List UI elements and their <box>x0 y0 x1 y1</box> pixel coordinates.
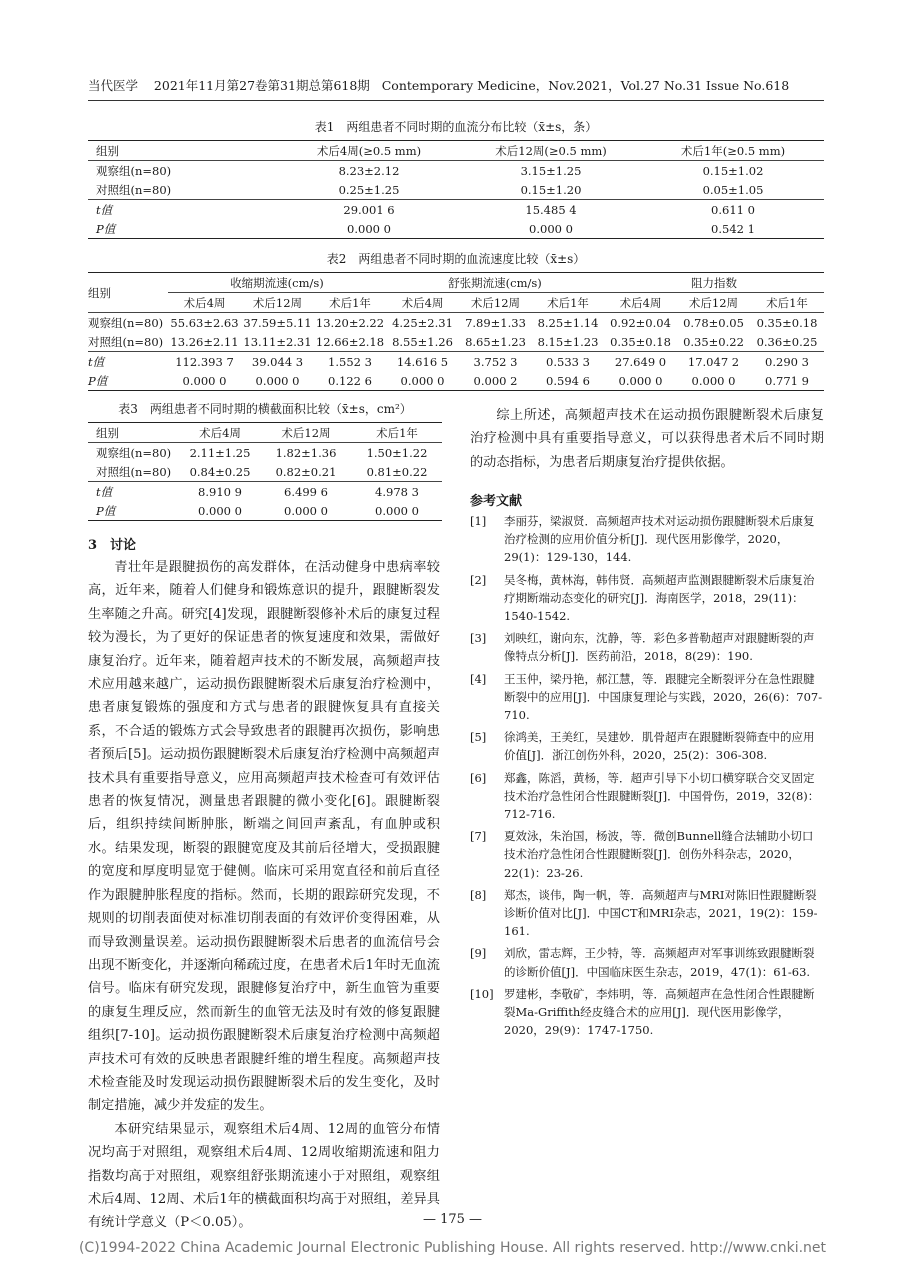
table-row <box>88 313 824 333</box>
table-cell: 0.35±0.18 <box>756 315 818 330</box>
table2-subheader: 术后1年 <box>314 293 386 313</box>
table3-col-header: 组别 <box>88 423 180 443</box>
row-label: 对照组(n=80) <box>88 180 278 200</box>
table-cell: 2.11±1.25 <box>189 445 251 460</box>
reference-item <box>470 985 824 1040</box>
references-heading: 参考文献 <box>470 494 523 509</box>
table1-col-header: 术后4周(≥0.5 mm) <box>278 141 460 161</box>
table3 <box>88 422 442 521</box>
table-cell: 0.000 0 <box>677 371 750 391</box>
table-cell: 13.20±2.22 <box>315 315 385 330</box>
row-label: P值 <box>88 371 168 391</box>
table-row <box>88 180 824 200</box>
table1-header-row <box>88 141 824 161</box>
table2-group-row <box>88 273 824 293</box>
copyright-notice: (C)1994-2022 China Academic Journal Electronic Publishing House. All rights reserved. http://www.cnki.net <box>78 1240 827 1256</box>
reference-item <box>470 670 824 725</box>
table-cell: 0.25±1.25 <box>278 180 460 200</box>
table-row <box>88 332 824 352</box>
table-cell: 29.001 6 <box>343 202 395 217</box>
table-row <box>88 161 824 181</box>
table-cell: 0.290 3 <box>765 354 809 369</box>
table3-caption: 表3 两组患者不同时期的横截面积比较（x̄±s，cm²） <box>118 402 412 416</box>
reference-text: 吴冬梅，黄林海，韩伟贤．高频超声监测跟腱断裂术后康复治疗期断端动态变化的研究[J]．海南医学，2018，29(11)：1540-1542. <box>504 572 815 624</box>
reference-text: 罗建彬，李敬矿，李炜明，等．高频超声在急性闭合性跟腱断裂Ma-Griffith经皮缝合术的应用[J]．现代医用影像学，2020，29(9)：1747-1750. <box>504 986 815 1038</box>
conclusion-paragraph: 综上所述，高频超声技术在运动损伤跟腱断裂术后康复治疗检测中具有重要指导意义，可以获得患者术后不同时期的动态指标，为患者后期康复治疗提供依据。 <box>470 408 824 470</box>
reference-item <box>470 571 824 626</box>
table2-subheader: 术后12周 <box>677 293 750 313</box>
table-cell: 0.36±0.25 <box>750 332 824 352</box>
table-cell: 8.15±1.23 <box>532 332 604 352</box>
reference-number: [6] <box>470 770 487 785</box>
discussion-paragraph: 本研究结果显示，观察组术后4周、12周的血管分布情况均高于对照组，观察组术后4周、12周收缩期流速和阻力指数均高于对照组，观察组舒张期流速小于对照组，观察组术后4周、12周、术后1年的横截面积均高于对照组，差异具有统计学意义（P＜0.05）。 <box>88 1121 440 1231</box>
table1-caption: 表1 两组患者不同时期的血流分布比较（x̄±s，条） <box>314 120 598 134</box>
table2-group-label: 舒张期流速(cm/s) <box>386 273 604 293</box>
header-divider <box>88 100 824 101</box>
row-label: 对照组(n=80) <box>88 462 180 482</box>
table-row <box>88 501 442 521</box>
table2-subheader: 术后12周 <box>241 293 314 313</box>
reference-item <box>470 629 824 665</box>
table1-col-header: 组别 <box>88 141 278 161</box>
table-cell: 0.000 0 <box>168 371 241 391</box>
table-cell: 0.15±1.02 <box>702 163 764 178</box>
reference-item <box>470 769 824 824</box>
table-cell: 0.000 0 <box>386 371 459 391</box>
table-cell: 112.393 7 <box>175 354 234 369</box>
table-cell: 0.78±0.05 <box>683 315 744 330</box>
reference-text: 王玉仲，梁丹艳，郝江慧，等．跟腱完全断裂评分在急性跟腱断裂中的应用[J]．中国康复理论与实践，2020，26(6)：707-710. <box>504 671 823 723</box>
table-cell: 0.05±1.05 <box>642 180 824 200</box>
reference-item <box>470 944 824 980</box>
row-label: t值 <box>88 354 105 369</box>
table2-subheader: 术后1年 <box>750 293 824 313</box>
references-list <box>470 512 824 1043</box>
table-cell: 0.771 9 <box>750 371 824 391</box>
table2-caption: 表2 两组患者不同时期的血流速度比较（x̄±s） <box>326 252 586 266</box>
table2-subheader: 术后12周 <box>459 293 532 313</box>
table2-group-label: 阻力指数 <box>604 273 824 293</box>
table-cell: 7.89±1.33 <box>465 315 526 330</box>
reference-number: [8] <box>470 887 487 902</box>
table-cell: 0.000 0 <box>604 371 677 391</box>
table-cell: 0.82±0.21 <box>260 462 352 482</box>
table-cell: 0.15±1.20 <box>460 180 642 200</box>
reference-number: [7] <box>470 829 487 844</box>
reference-number: [3] <box>470 631 487 646</box>
table2-group-header: 组别 <box>88 273 168 313</box>
table-cell: 1.552 3 <box>328 354 372 369</box>
reference-text: 郑杰，谈伟，陶一帆，等．高频超声与MRI对陈旧性跟腱断裂诊断价值对比[J]．中国CT和MRI杂志，2021，19(2)：159-161. <box>504 887 818 939</box>
table-cell: 27.649 0 <box>614 354 667 369</box>
reference-text: 徐鸿美，王美红，吴建妙．肌骨超声在跟腱断裂筛查中的应用价值[J]．浙江创伤外科，2020，25(2)：306-308. <box>504 730 815 763</box>
table2-subheader: 术后4周 <box>604 293 677 313</box>
table2-subheader-row <box>88 293 824 313</box>
table-cell: 4.25±2.31 <box>392 315 453 330</box>
row-label: P值 <box>88 219 278 239</box>
table1 <box>88 140 824 239</box>
row-label: P值 <box>88 501 180 521</box>
table-cell: 0.84±0.25 <box>180 462 260 482</box>
table-row <box>88 219 824 239</box>
table3-col-header: 术后4周 <box>180 423 260 443</box>
table-row <box>88 482 442 502</box>
table-cell: 13.26±2.11 <box>168 332 241 352</box>
issue-info-en: Contemporary Medicine，Nov.2021，Vol.27 No.31 Issue No.618 <box>381 78 790 93</box>
table-cell: 14.616 5 <box>396 354 449 369</box>
table-cell: 0.533 3 <box>546 354 590 369</box>
table1-col-header: 术后1年(≥0.5 mm) <box>642 141 824 161</box>
row-label: t值 <box>96 202 113 217</box>
table-cell: 0.122 6 <box>314 371 386 391</box>
reference-item <box>470 512 824 567</box>
discussion-paragraph: 青壮年是跟腱损伤的高发群体，在活动健身中患病率较高，近年来，随着人们健身和锻炼意识的提升，跟腱断裂发生率随之升高。研究[4]发现，跟腱断裂修补术后的康复过程较为漫长，为了更好的保证患者的恢复速度和效果，需做好康复治疗。近年来，随着超声技术的不断发展，高频超声技术应用越来越广，运动损伤跟腱断裂术后康复治疗检测中，患者康复锻炼的强度和方式与患者的跟腱恢复具有直接关系，不合适的锻炼方式会导致患者的跟腱再次损伤，影响患者预后[5]。运动损伤跟腱断裂术后康复治疗检测中高频超声技术具有重要指导意义，应用高频超声技术检查可有效评估患者的恢复情况，测量患者跟腱的微小变化[6]。跟腱断裂后，组织持续间断肿胀，断端之间回声紊乱，有血肿或积水。结果发现，断裂的跟腱宽度及其前后径增大，受损跟腱的宽度和厚度明显宽于健侧。临床可采用宽直径和前后直径作为跟腱肿胀程度的指标。然而，长期的跟踪研究发现，不规则的切削表面使对标准切削表面的有效评价变得困难，从而导致测量误差。运动损伤跟腱断裂术后患者的血流信号会出现不断变化，并逐渐向稀疏过度，在患者术后1年时无血流信号。临床有研究发现，跟腱修复治疗中，新生血管为重要的康复生理反应，然而新生的血管无法及时有效的修复跟腱组织[7-10]。运动损伤跟腱断裂术后康复治疗检测中高频超声技术可有效的反映患者跟腱纤维的增生程度。高频超声技术检查能及时发现运动损伤跟腱断裂术后的发生变化，及时制定措施，减少并发症的发生。 <box>88 560 440 1114</box>
table-cell: 1.82±1.36 <box>275 445 337 460</box>
reference-item <box>470 886 824 941</box>
table-cell: 15.485 4 <box>525 202 577 217</box>
conclusion-block <box>470 404 824 474</box>
table-cell: 0.81±0.22 <box>352 462 442 482</box>
table-cell: 0.000 0 <box>352 501 442 521</box>
table-cell: 0.000 2 <box>459 371 532 391</box>
table2 <box>88 272 824 391</box>
table-cell: 8.55±1.26 <box>386 332 459 352</box>
table-cell: 0.000 0 <box>260 501 352 521</box>
reference-text: 郑鑫，陈滔，黄杨，等．超声引导下小切口横穿联合交叉固定技术治疗急性闭合性跟腱断裂[J]．中国骨伤，2019，32(8)：712-716. <box>504 770 820 822</box>
table-cell: 1.50±1.22 <box>366 445 428 460</box>
table2-subheader: 术后4周 <box>168 293 241 313</box>
table3-col-header: 术后12周 <box>260 423 352 443</box>
table-cell: 0.35±0.22 <box>677 332 750 352</box>
reference-text: 刘映红，谢向东，沈静，等．彩色多普勒超声对跟腱断裂的声像特点分析[J]．医药前沿，2018，8(29)：190. <box>504 631 815 664</box>
table-cell: 4.978 3 <box>375 484 419 499</box>
table-row <box>88 443 442 463</box>
reference-item <box>470 728 824 764</box>
discussion-heading: 3 讨论 <box>88 538 137 553</box>
running-header <box>88 76 828 94</box>
table-cell: 8.23±2.12 <box>338 163 400 178</box>
table-cell: 0.611 0 <box>711 202 755 217</box>
reference-text: 夏效泳，朱治国，杨波，等．微创Bunnell缝合法辅助小切口技术治疗急性闭合性跟腱断裂[J]．创伤外科杂志，2020，22(1)：23-26. <box>504 829 814 880</box>
page-number: — 175 — <box>422 1212 483 1227</box>
reference-number: [5] <box>470 730 487 745</box>
reference-text: 李丽芬，梁淑贤．高频超声技术对运动损伤跟腱断裂术后康复治疗检测的应用价值分析[J]．现代医用影像学，2020，29(1)：129-130，144. <box>504 514 815 565</box>
row-label: 对照组(n=80) <box>88 332 168 352</box>
row-label: 观察组(n=80) <box>88 315 164 330</box>
discussion-body <box>88 556 440 1235</box>
table-cell: 0.542 1 <box>642 219 824 239</box>
row-label: t值 <box>96 484 113 499</box>
table2-subheader: 术后4周 <box>386 293 459 313</box>
reference-number: [1] <box>470 514 487 528</box>
table2-group-label: 收缩期流速(cm/s) <box>168 273 386 293</box>
table3-header-row <box>88 423 442 443</box>
table-cell: 39.044 3 <box>251 354 304 369</box>
table-cell: 13.11±2.31 <box>241 332 314 352</box>
table-cell: 0.000 0 <box>460 219 642 239</box>
reference-number: [9] <box>470 946 487 961</box>
table-cell: 37.59±5.11 <box>243 315 312 330</box>
table-row <box>88 462 442 482</box>
table-cell: 0.000 0 <box>278 219 460 239</box>
table2-subheader: 术后1年 <box>532 293 604 313</box>
table-cell: 0.92±0.04 <box>610 315 671 330</box>
table-cell: 55.63±2.63 <box>170 315 239 330</box>
table-cell: 12.66±2.18 <box>314 332 386 352</box>
table-cell: 8.65±1.23 <box>459 332 532 352</box>
table-row <box>88 371 824 391</box>
table-cell: 6.499 6 <box>284 484 328 499</box>
reference-text: 刘欣，雷志辉，王少特，等．高频超声对军事训练致跟腱断裂的诊断价值[J]．中国临床医生杂志，2019，47(1)：61-63. <box>504 946 815 979</box>
reference-number: [4] <box>470 671 487 686</box>
reference-number: [2] <box>470 572 487 587</box>
journal-name: 当代医学 <box>88 78 139 93</box>
row-label: 观察组(n=80) <box>96 445 172 460</box>
issue-info-cn: 2021年11月第27卷第31期总第618期 <box>153 78 370 93</box>
table-cell: 3.15±1.25 <box>520 163 582 178</box>
table3-col-header: 术后1年 <box>352 423 442 443</box>
table-cell: 0.35±0.18 <box>604 332 677 352</box>
table-row <box>88 200 824 220</box>
table-row <box>88 352 824 372</box>
table-cell: 17.047 2 <box>687 354 740 369</box>
table-cell: 8.910 9 <box>198 484 242 499</box>
table1-col-header: 术后12周(≥0.5 mm) <box>460 141 642 161</box>
table-cell: 0.000 0 <box>180 501 260 521</box>
table-cell: 8.25±1.14 <box>537 315 599 330</box>
table-cell: 0.594 6 <box>532 371 604 391</box>
table-cell: 3.752 3 <box>473 354 518 369</box>
table-cell: 0.000 0 <box>241 371 314 391</box>
reference-number: [10] <box>470 986 494 1001</box>
reference-item <box>470 827 824 882</box>
row-label: 观察组(n=80) <box>96 163 172 178</box>
